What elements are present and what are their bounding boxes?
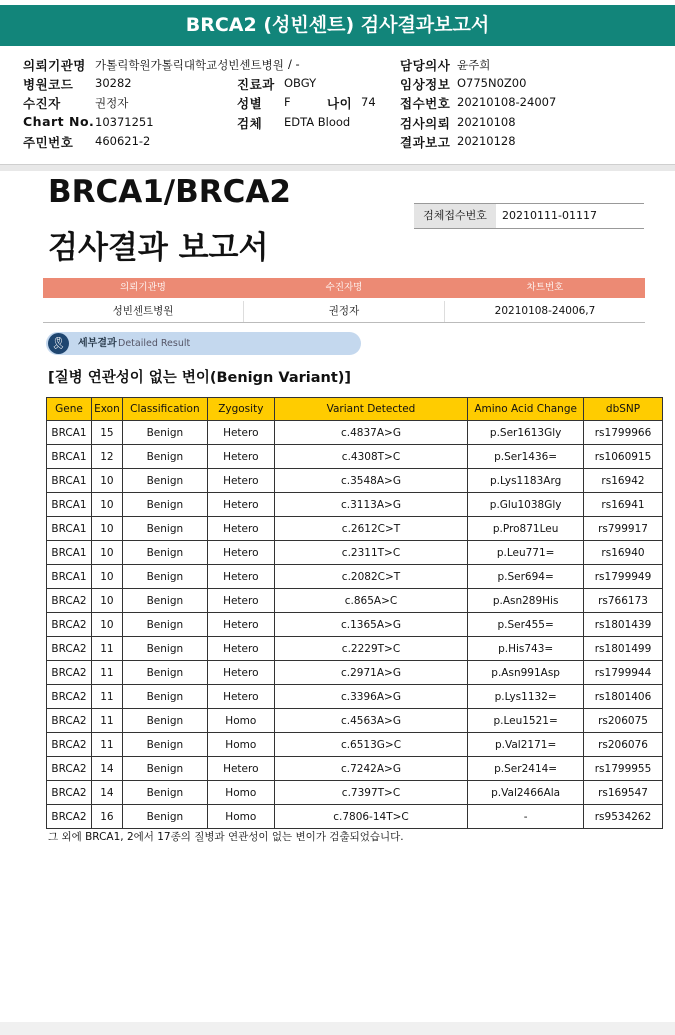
exon-cell: 11	[91, 733, 122, 757]
dbsnp-cell: rs169547	[584, 781, 663, 805]
classification-cell: Benign	[122, 589, 207, 613]
patient-name-header-cell: 수진자명	[325, 282, 363, 293]
zygosity-cell: Homo	[207, 733, 274, 757]
request-date-label: 검사의뢰	[400, 116, 451, 131]
gene-cell: BRCA2	[47, 661, 92, 685]
zygosity-cell: Hetero	[207, 661, 274, 685]
page-divider	[0, 165, 675, 171]
gene-column-header: Gene	[47, 398, 92, 421]
gene-cell: BRCA2	[47, 733, 92, 757]
zygosity-cell: Hetero	[207, 469, 274, 493]
gene-cell: BRCA2	[47, 637, 92, 661]
table-row	[47, 637, 663, 661]
hospital-code-label: 병원코드	[23, 77, 74, 92]
zygosity-cell: Hetero	[207, 517, 274, 541]
variant-table	[46, 397, 663, 829]
zygosity-cell: Homo	[207, 709, 274, 733]
variant-cell: c.3548A>G	[274, 469, 467, 493]
amino-acid-cell: p.Lys1183Arg	[468, 469, 584, 493]
dbsnp-cell: rs766173	[584, 589, 663, 613]
exon-cell: 11	[91, 637, 122, 661]
classification-cell: Benign	[122, 517, 207, 541]
institution-table-header	[43, 278, 645, 298]
amino-acid-cell: p.Ser1436=	[468, 445, 584, 469]
gene-cell: BRCA1	[47, 421, 92, 445]
amino-acid-cell: p.Val2171=	[468, 733, 584, 757]
classification-cell: Benign	[122, 709, 207, 733]
dbsnp-cell: rs1799966	[584, 421, 663, 445]
zygosity-cell: Hetero	[207, 421, 274, 445]
classification-cell: Benign	[122, 493, 207, 517]
specimen-value: EDTA Blood	[284, 115, 351, 129]
zygosity-cell: Homo	[207, 781, 274, 805]
requesting-institution-label: 의뢰기관명	[23, 58, 86, 73]
footnote: 그 외에 BRCA1, 2에서 17종의 질병과 연관성이 없는 변이가 검출되었습니다.	[48, 831, 404, 843]
age-label: 나이	[327, 96, 353, 111]
amino-acid-cell: p.His743=	[468, 637, 584, 661]
amino-acid-cell: p.Leu771=	[468, 541, 584, 565]
page-footer-bar	[0, 1022, 675, 1035]
amino-acid-cell: p.Val2466Ala	[468, 781, 584, 805]
exon-cell: 10	[91, 469, 122, 493]
clinical-info-value: O775N0Z00	[457, 76, 527, 90]
sex-label: 성별	[237, 96, 263, 111]
variant-cell: c.865A>C	[274, 589, 467, 613]
dbsnp-cell: rs1060915	[584, 445, 663, 469]
sex-value: F	[284, 95, 291, 109]
exon-column-header: Exon	[91, 398, 122, 421]
exon-cell: 14	[91, 757, 122, 781]
variant-cell: c.7806-14T>C	[274, 805, 467, 829]
exon-cell: 11	[91, 661, 122, 685]
gene-cell: BRCA2	[47, 613, 92, 637]
classification-cell: Benign	[122, 421, 207, 445]
dbsnp-cell: rs1799949	[584, 565, 663, 589]
variant-cell: c.2229T>C	[274, 637, 467, 661]
requesting-institution-value: 가톨릭학원가톨릭대학교성빈센트병원	[95, 58, 284, 72]
variant-cell: c.1365A>G	[274, 613, 467, 637]
exon-cell: 10	[91, 613, 122, 637]
variant-cell: c.4837A>G	[274, 421, 467, 445]
report-title-line2: 검사결과 보고서	[48, 230, 269, 266]
variant-cell: c.2311T>C	[274, 541, 467, 565]
exon-cell: 16	[91, 805, 122, 829]
dbsnp-cell: rs1799955	[584, 757, 663, 781]
table-row	[47, 685, 663, 709]
table-row	[47, 517, 663, 541]
exon-cell: 11	[91, 709, 122, 733]
exon-cell: 10	[91, 493, 122, 517]
benign-variant-section-title: [질병 연관성이 없는 변이(Benign Variant)]	[48, 370, 352, 386]
zygosity-column-header: Zygosity	[207, 398, 274, 421]
variant-cell: c.2612C>T	[274, 517, 467, 541]
dbsnp-cell: rs16941	[584, 493, 663, 517]
amino-acid-cell: p.Lys1132=	[468, 685, 584, 709]
gene-cell: BRCA1	[47, 445, 92, 469]
amino-acid-cell: p.Glu1038Gly	[468, 493, 584, 517]
request-date-value: 20210108	[457, 115, 516, 129]
classification-cell: Benign	[122, 565, 207, 589]
hospital-code-value: 30282	[95, 76, 132, 90]
dbsnp-cell: rs1801439	[584, 613, 663, 637]
table-row	[47, 565, 663, 589]
amino-acid-cell: p.Asn991Asp	[468, 661, 584, 685]
collector-label: 수진자	[23, 96, 61, 111]
classification-column-header: Classification	[122, 398, 207, 421]
exon-cell: 11	[91, 685, 122, 709]
table-row	[47, 781, 663, 805]
table-row	[47, 421, 663, 445]
table-row	[47, 445, 663, 469]
variant-cell: c.7242A>G	[274, 757, 467, 781]
table-row	[47, 757, 663, 781]
department-value: OBGY	[284, 76, 317, 90]
clinical-info-label: 임상정보	[400, 77, 451, 92]
variant-cell: c.7397T>C	[274, 781, 467, 805]
receipt-no-label: 접수번호	[400, 96, 451, 111]
amino-acid-cell: p.Asn289His	[468, 589, 584, 613]
zygosity-cell: Hetero	[207, 445, 274, 469]
gene-cell: BRCA2	[47, 781, 92, 805]
variant-detected-column-header: Variant Detected	[274, 398, 467, 421]
gene-cell: BRCA1	[47, 541, 92, 565]
gene-cell: BRCA1	[47, 493, 92, 517]
detailed-result-pill	[46, 332, 361, 355]
variant-cell: c.3396A>G	[274, 685, 467, 709]
classification-cell: Benign	[122, 541, 207, 565]
dbsnp-cell: rs799917	[584, 517, 663, 541]
dbsnp-cell: rs1801406	[584, 685, 663, 709]
classification-cell: Benign	[122, 637, 207, 661]
gene-cell: BRCA2	[47, 757, 92, 781]
exon-cell: 15	[91, 421, 122, 445]
gene-cell: BRCA2	[47, 589, 92, 613]
classification-cell: Benign	[122, 661, 207, 685]
doctor-label: 담당의사	[400, 58, 451, 73]
specimen-label: 검체	[237, 116, 263, 131]
zygosity-cell: Hetero	[207, 541, 274, 565]
table-row	[47, 613, 663, 637]
classification-cell: Benign	[122, 613, 207, 637]
dbsnp-cell: rs9534262	[584, 805, 663, 829]
resident-no-value: 460621-2	[95, 134, 151, 148]
patient-info-header	[0, 46, 675, 165]
exon-cell: 10	[91, 589, 122, 613]
exon-cell: 10	[91, 565, 122, 589]
table-row	[47, 493, 663, 517]
zygosity-cell: Hetero	[207, 565, 274, 589]
zygosity-cell: Hetero	[207, 493, 274, 517]
gene-cell: BRCA1	[47, 517, 92, 541]
amino-acid-cell: p.Ser2414=	[468, 757, 584, 781]
report-title-line1: BRCA1/BRCA2	[48, 174, 291, 210]
classification-cell: Benign	[122, 685, 207, 709]
gene-cell: BRCA2	[47, 805, 92, 829]
specimen-receipt-value: 20210111-01117	[502, 209, 597, 222]
variant-table-header-row	[47, 398, 663, 421]
report-banner-title: BRCA2 (성빈센트) 검사결과보고서	[0, 5, 675, 46]
age-value: 74	[361, 95, 376, 109]
department-label: 진료과	[237, 77, 275, 92]
table-row	[47, 541, 663, 565]
header-separator: / -	[288, 57, 300, 71]
zygosity-cell: Hetero	[207, 637, 274, 661]
zygosity-cell: Hetero	[207, 589, 274, 613]
collector-value: 권정자	[95, 96, 129, 110]
amino-acid-cell: p.Ser1613Gly	[468, 421, 584, 445]
zygosity-cell: Homo	[207, 805, 274, 829]
receipt-no-value: 20210108-24007	[457, 95, 557, 109]
zygosity-cell: Hetero	[207, 685, 274, 709]
classification-cell: Benign	[122, 733, 207, 757]
zygosity-cell: Hetero	[207, 757, 274, 781]
gene-cell: BRCA1	[47, 469, 92, 493]
dbsnp-cell: rs206076	[584, 733, 663, 757]
amino-acid-cell: p.Leu1521=	[468, 709, 584, 733]
table-row	[47, 805, 663, 829]
amino-acid-cell: -	[468, 805, 584, 829]
table-row	[47, 733, 663, 757]
variant-cell: c.6513G>C	[274, 733, 467, 757]
exon-cell: 10	[91, 517, 122, 541]
institution-header-cell: 의뢰기관명	[120, 282, 166, 293]
zygosity-cell: Hetero	[207, 613, 274, 637]
detailed-result-english: Detailed Result	[118, 338, 191, 349]
dbsnp-column-header: dbSNP	[584, 398, 663, 421]
dbsnp-cell: rs16940	[584, 541, 663, 565]
table-row	[47, 661, 663, 685]
amino-acid-change-column-header: Amino Acid Change	[468, 398, 584, 421]
ribbon-icon: 🎗︎	[48, 333, 69, 354]
variant-cell: c.4308T>C	[274, 445, 467, 469]
report-date-value: 20210128	[457, 134, 516, 148]
institution-value-cell: 성빈센트병원	[112, 305, 174, 317]
chart-number-header-cell: 차트번호	[526, 282, 564, 293]
table-row	[47, 469, 663, 493]
dbsnp-cell: rs1801499	[584, 637, 663, 661]
classification-cell: Benign	[122, 469, 207, 493]
specimen-receipt-box	[414, 203, 644, 229]
gene-cell: BRCA2	[47, 709, 92, 733]
resident-no-label: 주민번호	[23, 135, 74, 150]
specimen-receipt-label: 검체접수번호	[414, 204, 496, 228]
classification-cell: Benign	[122, 757, 207, 781]
amino-acid-cell: p.Ser694=	[468, 565, 584, 589]
gene-cell: BRCA2	[47, 685, 92, 709]
exon-cell: 10	[91, 541, 122, 565]
chart-no-value: 10371251	[95, 115, 154, 129]
exon-cell: 12	[91, 445, 122, 469]
classification-cell: Benign	[122, 805, 207, 829]
table-row	[47, 589, 663, 613]
chart-number-value-cell: 20210108-24006,7	[494, 305, 596, 317]
variant-cell: c.2082C>T	[274, 565, 467, 589]
institution-table-row	[43, 301, 645, 323]
detailed-result-korean: 세부결과	[78, 338, 117, 349]
gene-cell: BRCA1	[47, 565, 92, 589]
amino-acid-cell: p.Ser455=	[468, 613, 584, 637]
variant-table-body	[47, 421, 663, 829]
dbsnp-cell: rs1799944	[584, 661, 663, 685]
chart-no-label: Chart No.	[23, 114, 95, 129]
classification-cell: Benign	[122, 781, 207, 805]
dbsnp-cell: rs206075	[584, 709, 663, 733]
variant-cell: c.2971A>G	[274, 661, 467, 685]
variant-cell: c.3113A>G	[274, 493, 467, 517]
patient-name-value-cell: 권정자	[328, 305, 360, 317]
classification-cell: Benign	[122, 445, 207, 469]
dbsnp-cell: rs16942	[584, 469, 663, 493]
amino-acid-cell: p.Pro871Leu	[468, 517, 584, 541]
exon-cell: 14	[91, 781, 122, 805]
doctor-value: 윤주희	[457, 58, 491, 72]
report-date-label: 결과보고	[400, 135, 451, 150]
variant-cell: c.4563A>G	[274, 709, 467, 733]
table-row	[47, 709, 663, 733]
